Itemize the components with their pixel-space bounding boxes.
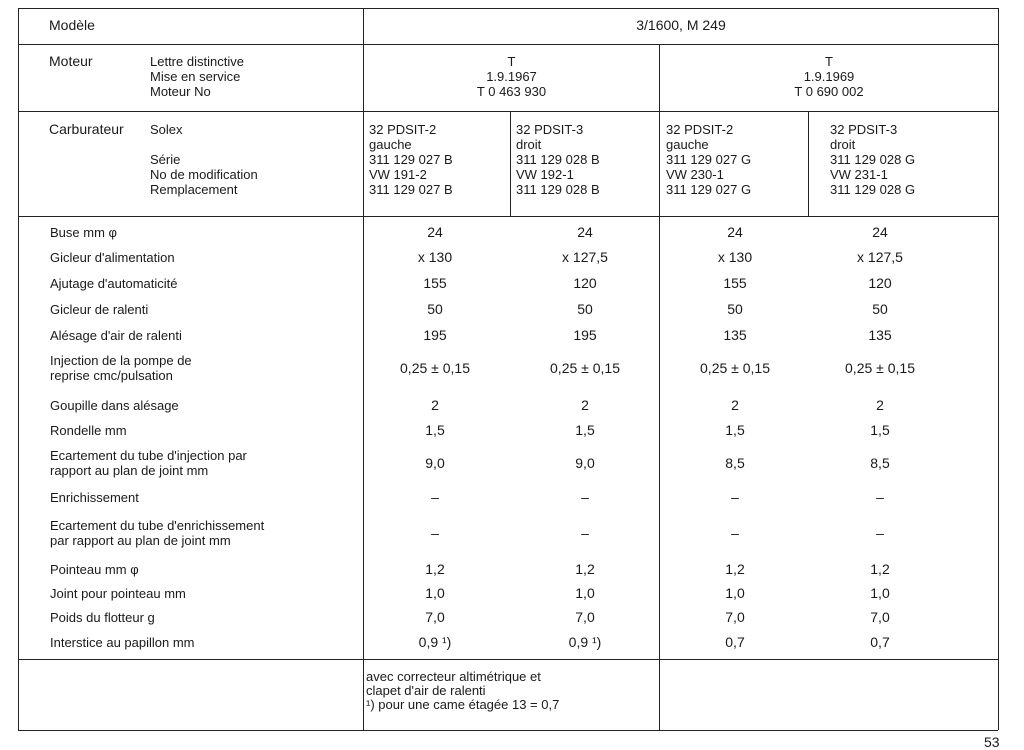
row-value-col-3: 1,5 — [725, 422, 745, 438]
row-value-col-2: x 127,5 — [562, 249, 608, 265]
table-top-border — [18, 8, 998, 9]
row-value-col-4: 50 — [872, 301, 888, 317]
row-value-col-2: 50 — [577, 301, 593, 317]
table-right-border — [998, 8, 999, 730]
row-label: Injection de la pompe de reprise cmc/pulsation — [50, 353, 192, 383]
row-value-col-1: 9,0 — [425, 455, 445, 471]
row-value-col-4: 0,7 — [870, 634, 890, 650]
row-label: Pointeau mm φ — [50, 561, 139, 577]
row-label: Ajutage d'automaticité — [50, 275, 178, 291]
row-value-col-4: 2 — [876, 397, 884, 413]
row-value-col-4: 24 — [872, 224, 888, 240]
engine-row-divider — [18, 111, 998, 112]
row-value-col-2: – — [581, 489, 589, 505]
row-value-col-4: – — [876, 525, 884, 541]
row-value-col-2: 2 — [581, 397, 589, 413]
table-left-border — [18, 8, 19, 730]
row-value-col-1: 24 — [427, 224, 443, 240]
model-label: Modèle — [49, 17, 95, 33]
footnote: avec correcteur altimétrique et clapet d'air de ralenti ¹) pour une came étagée 13 = 0,7 — [366, 669, 560, 712]
row-value-col-3: 155 — [723, 275, 747, 291]
row-label: Alésage d'air de ralenti — [50, 327, 182, 343]
row-value-col-4: 0,25 ± 0,15 — [845, 360, 915, 376]
row-value-col-2: 7,0 — [575, 609, 595, 625]
row-value-col-1: 1,5 — [425, 422, 445, 438]
row-label: Gicleur d'alimentation — [50, 249, 175, 265]
row-value-col-4: 135 — [868, 327, 892, 343]
row-value-col-2: 0,25 ± 0,15 — [550, 360, 620, 376]
row-value-col-2: 1,2 — [575, 561, 595, 577]
label-column-divider — [363, 8, 364, 730]
row-label: Goupille dans alésage — [50, 397, 179, 413]
row-value-col-4: 1,0 — [870, 585, 890, 601]
row-value-col-1: 2 — [431, 397, 439, 413]
row-label: Buse mm φ — [50, 224, 117, 240]
row-value-col-4: 8,5 — [870, 455, 890, 471]
row-value-col-1: 1,2 — [425, 561, 445, 577]
carb-col-3: 32 PDSIT-2 gauche 311 129 027 G VW 230-1 311 129 027 G — [666, 122, 752, 197]
row-value-col-2: 120 — [573, 275, 597, 291]
page-number: 53 — [984, 734, 1000, 750]
model-value: 3/1600, M 249 — [636, 17, 726, 33]
row-value-col-2: 195 — [573, 327, 597, 343]
table-bottom-border — [18, 730, 998, 731]
row-value-col-3: 2 — [731, 397, 739, 413]
col1-col2-divider — [510, 111, 511, 216]
row-value-col-4: x 127,5 — [857, 249, 903, 265]
row-value-col-1: 0,25 ± 0,15 — [400, 360, 470, 376]
row-value-col-3: 0,25 ± 0,15 — [700, 360, 770, 376]
row-value-col-2: – — [581, 525, 589, 541]
row-value-col-4: 1,2 — [870, 561, 890, 577]
row-value-col-1: 0,9 ¹) — [418, 634, 452, 650]
row-value-col-1: 155 — [423, 275, 447, 291]
row-label: Rondelle mm — [50, 422, 127, 438]
row-value-col-2: 9,0 — [575, 455, 595, 471]
engine-field-names: Lettre distinctive Mise en service Moteur No — [150, 54, 244, 99]
center-column-divider — [659, 44, 660, 730]
col3-col4-divider — [808, 111, 809, 216]
row-label: Gicleur de ralenti — [50, 301, 149, 317]
row-label: Joint pour pointeau mm — [50, 585, 186, 601]
carb-row-divider — [18, 216, 998, 217]
data-rows-bottom-border — [18, 659, 998, 660]
carb-col-1: 32 PDSIT-2 gauche 311 129 027 B VW 191-2 311 129 027 B — [369, 122, 453, 197]
header-row-divider — [18, 44, 998, 45]
row-value-col-3: – — [731, 489, 739, 505]
row-value-col-3: 50 — [727, 301, 743, 317]
row-value-col-1: 1,0 — [425, 585, 445, 601]
row-value-col-2: 1,0 — [575, 585, 595, 601]
row-label: Ecartement du tube d'injection par rapport au plan de joint mm — [50, 448, 247, 478]
carb-label: Carburateur — [49, 121, 124, 137]
row-value-col-3: 8,5 — [725, 455, 745, 471]
row-value-col-3: 24 — [727, 224, 743, 240]
row-value-col-3: – — [731, 525, 739, 541]
row-value-col-2: 0,9 ¹) — [568, 634, 602, 650]
row-label: Ecartement du tube d'enrichissement par rapport au plan de joint mm — [50, 518, 265, 548]
engine-label: Moteur — [49, 53, 93, 69]
engine-values-1969: T 1.9.1969 T 0 690 002 — [794, 54, 864, 99]
row-value-col-3: 135 — [723, 327, 747, 343]
row-label: Enrichissement — [50, 489, 139, 505]
row-value-col-4: 120 — [868, 275, 892, 291]
row-value-col-1: 50 — [427, 301, 443, 317]
row-value-col-1: x 130 — [417, 249, 453, 265]
row-label: Poids du flotteur g — [50, 609, 155, 625]
row-value-col-2: 24 — [577, 224, 593, 240]
row-value-col-3: x 130 — [717, 249, 753, 265]
carb-field-names: Solex Série No de modification Remplacement — [150, 122, 258, 197]
engine-values-1967: T 1.9.1967 T 0 463 930 — [476, 54, 547, 99]
row-value-col-4: 7,0 — [870, 609, 890, 625]
row-value-col-3: 1,0 — [725, 585, 745, 601]
carb-col-4: 32 PDSIT-3 droit 311 129 028 G VW 231-1 311 129 028 G — [830, 122, 916, 197]
row-value-col-3: 7,0 — [725, 609, 745, 625]
row-value-col-1: 7,0 — [425, 609, 445, 625]
row-value-col-4: 1,5 — [870, 422, 890, 438]
row-value-col-1: – — [431, 525, 439, 541]
row-value-col-1: – — [431, 489, 439, 505]
row-value-col-2: 1,5 — [575, 422, 595, 438]
row-label: Interstice au papillon mm — [50, 634, 195, 650]
row-value-col-1: 195 — [423, 327, 447, 343]
row-value-col-4: – — [876, 489, 884, 505]
row-value-col-3: 1,2 — [725, 561, 745, 577]
carb-col-2: 32 PDSIT-3 droit 311 129 028 B VW 192-1 311 129 028 B — [516, 122, 600, 197]
row-value-col-3: 0,7 — [725, 634, 745, 650]
